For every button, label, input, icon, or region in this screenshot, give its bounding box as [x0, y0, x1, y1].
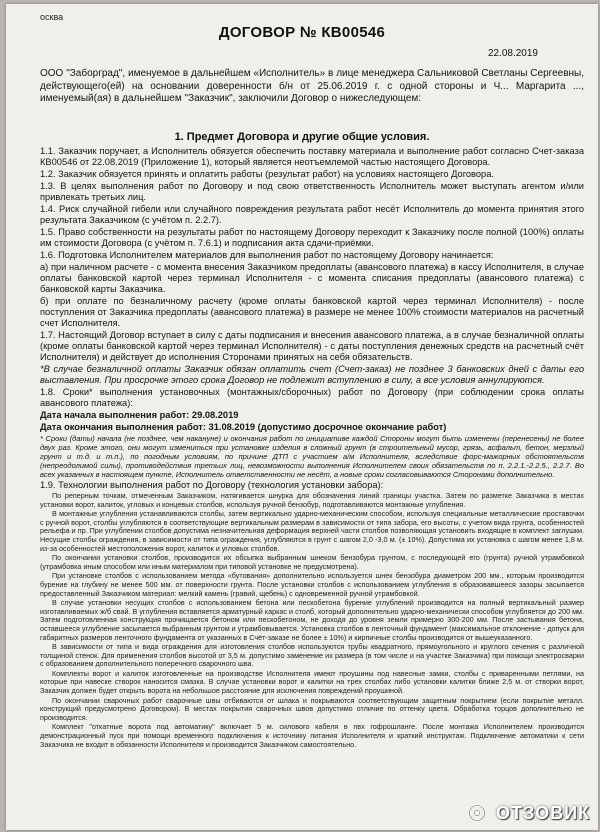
section-1-title: 1. Предмет Договора и другие общие условия. — [174, 131, 430, 143]
tech-paragraph: Комплекты ворот и калиток изготовленные на производстве Исполнителя имеют проушины под навесные замки, столбы с приваренными петлями, на которые при навеске створок наносится смазка. В случае установки ворот и калитки на трех столбах либо установки калитки ближе 2,5 м. от створки ворот, Заказчик должен будет открыть ворота на небольшое расстояние для исключения повреждений проушиной. — [40, 668, 584, 696]
document-title: ДОГОВОР № КВ00546 — [218, 24, 386, 41]
clause-1-8: 1.8. Сроки* выполнения установочных (монтажных/сборочных) работ по Договору (при соблюдении срока оплаты авансового платежа): — [40, 387, 584, 408]
clause-1-4: 1.4. Риск случайной гибели или случайного повреждения результата работ несёт Исполнитель до момента принятия этого результата Заказчиком (с учётом п. 2.2.7). — [40, 204, 584, 225]
contract-body — [40, 146, 584, 750]
contract-page — [6, 4, 598, 830]
work-start-date: Дата начала выполнения работ: 29.08.2019 — [40, 410, 239, 420]
tech-paragraph: При установке столбов с использованием метода «бутования» дополнительно используется шнек бензобура диаметром 200 мм., которым производится бурение на глубину не менее 500 мм. от поверхности грунта. После установки столбов с использованием углубления в образовавшееся зазоры засыпается предоставленный Заказчиком материал: мелкий камень (гравий, щебень) с одновременной ручной утрамбовкой. — [40, 571, 584, 598]
clause-1-6: 1.6. Подготовка Исполнителем материалов для выполнения работ по настоящему Договору начинается: — [40, 250, 494, 260]
tech-paragraph: В зависимости от типа и вида ограждения для изготовления столбов используются трубы квадратного, прямоугольного и круглого сечения с различной толщиной стенок. Для применения столбов высотой от 3,5 м. допустимо заменение их размера (в том числе и на участке Заказчика) при помощи электросварки с образованием дополнительного поперечного сварочного шва. — [40, 642, 584, 669]
tech-paragraph: В монтажные углубления устанавливаются столбы, затем вертикально ударно-механическим способом, используя специальные металлические проставочки с ручной ворот, столбы углубляются в соответствующие вертикальным размерам в зависимости от типа забора, его высоты, с учетом вида грунта, особенностей рельефа и пр. При углублении столбов допустима незначительная деформация верхней части столбов позволяющая установить входящие в комплект заглушки. Несущие столбы ограждения, в зависимости от типа ограждения, углубляются в грунт с шагом 2,0 -3,0 м. (± 10%). Допустима их установка с шагом менее 1,8 м. из-за особенностей местоположения ворот, калиток и угловых столбов. — [40, 509, 584, 553]
tech-paragraph: В случае установки несущих столбов с использованием бетона или пескобетона бурение углублений производится на полный вертикальный размер изготавливаемых ж/б свай. В углубления вставляется арматурный каркас и столб, который дополнительно ударно-механически способом углубляется до 200 мм. Затем подготовленная конструкция прочищается бетоном или пескобетоном, не доходя до уровня земли примерно 300-200 мм. После застывания бетона, оставшееся углубление засыпается выбранным грунтом и утрамбовывается. Установка столбов в ленточный фундамент (максимальное отклонение - допуск для габаритных размеров ленточного фундамента от указанных в Счёт-заказе не более ± 10%) и кирпичные столбы производится от вышеуказанного. — [40, 598, 584, 642]
city-label: осква — [40, 12, 64, 22]
clause-1-2: 1.2. Заказчик обязуется принять и оплатить работы (результат работ) на условиях настоящего Договора. — [40, 169, 494, 179]
tech-paragraph: Комплект "откатные ворота под автоматику" включает 5 м. силового кабеля в пвх гофрошланге. После монтажа Исполнителем производится демонстрационный пуск при помощи временного подключения к источнику питания Исполнителя и краткий инструктаж. Подключение автоматики к сети Заказчика не входит в обязанности Исполнителя и производится Заказчиком самостоятельно. — [40, 722, 584, 749]
tech-paragraph: По окончании сварочных работ сварочные швы отбиваются от шлака и покрываются соответствующим защитным покрытием (если покрытие металл. конструкций предусмотрено Договором). В местах покрытия сварочных швов допустимо отличие по оттенку цвета. Обработка торцов дополнительно не производится. — [40, 695, 584, 722]
clause-1-5: 1.5. Право собственности на результаты работ по настоящему Договору переходит к Заказчику после полной (100%) оплаты им стоимости Договора (с учётом п. 7.6.1) и подписания акта сдачи-приёмки. — [40, 227, 584, 248]
clause-1-6-a: а) при наличном расчете - с момента внесения Заказчиком предоплаты (авансового платежа) в кассу Исполнителя, в случае оплаты банковской картой через терминал Исполнителя - с момента списания предоплаты (авансового платежа) с банковской карты Заказчика. — [40, 262, 584, 294]
otzovik-logo-icon — [468, 804, 486, 822]
document-date: 22.08.2019 — [487, 48, 538, 59]
tech-paragraph: По реперным точкам, отмеченным Заказчиком, натягивается шнурка для обозначения линий границы участка. Затем по разметке Заказчика в местах установки ворот, калиток, угловых и концевых столбов, используя ручной бензобур, подготавливаются монтажные углубления. — [40, 491, 584, 509]
tech-paragraph: По окончании установки столбов, производится их обсыпка выбранным шнеком бензобура грунтом, с последующей его (грунта) ручной утрамбовкой (утрамбовка иным способом или иным материалом при типовой установке не предусмотрена). — [40, 553, 584, 571]
clause-1-3: 1.3. В целях выполнения работ по Договору и под свою ответственность Исполнитель может выступать агентом и/или привлекать третьих лиц. — [40, 181, 584, 202]
clause-1-1: 1.1. Заказчик поручает, а Исполнитель обязуется обеспечить поставку материала и выполнение работ согласно Счет-заказа КВ00546 от 22.08.2019 (Приложение 1), который является неотъемлемой частью настоящего Договора. — [40, 146, 584, 167]
clause-1-7-note: *В случае безналичной оплаты Заказчик обязан оплатить счет (Счет-заказ) не позднее 3 банковских дней с даты его выставления. При просрочке этого срока Договор не подлежит вступлению в силу, а все условия аннулируются. — [40, 364, 584, 385]
clause-1-7: 1.7. Настоящий Договор вступает в силу с даты подписания и внесения авансового платежа, а в случае безналичной оплаты (кроме оплаты банковской картой через терминал Исполнителя) - с даты поступления денежных средств на расчетный счёт Исполнителя) и действует до исполнения Сторонами принятых на себя обязательств. — [40, 330, 584, 362]
watermark-logo: ОТЗОВИК — [496, 803, 590, 823]
terms-footnote: * Сроки (даты) начала (не позднее, чем накануне) и окончания работ по инициативе каждой Стороны могут быть изменены (перенесены) не более двух раз. Кроме этого, они могут измениться при установке изделия в сложный грунт (в строительный мусор, грязь, асфальт, бетон, мерзлый грунт и т.д. и т.п.), по погодным условиям, по причине ДТП с участием а/м Исполнителя, вследствие форс-мажорных обстоятельств (непреодолимой силы), противодействия третьих лиц, невозможности выполнения Исполнителем своих обязательств по п. 2.2.1.-2.2.5., 2.2.7. Во всех указанных в настоящем пункте, Исполнитель ответственности не несёт, а новые сроки согласовываются Сторонами дополнительно. — [40, 434, 584, 479]
clause-1-6-b: б) при оплате по безналичному расчету (кроме оплаты банковской картой через терминал Исполнителя) - после поступления от Заказчика предоплаты (авансового платежа) в размере не менее 100% стоимости материалов на расчетный счет Исполнителя. — [40, 296, 584, 328]
intro-paragraph: ООО "Заборград", именуемое в дальнейшем «Исполнитель» в лице менеджера Сальниковой Светланы Сергеевны, действующего(ей) на основании доверенности б/н от 25.06.2019 г. с одной стороны и Ч... Маргарита ..., именуемый(ая) в дальнейшем "Заказчик", заключили Договор о нижеследующем: — [40, 68, 584, 104]
work-end-date: Дата окончания выполнения работ: 31.08.2019 (допустимо досрочное окончание работ) — [40, 422, 447, 432]
clause-1-9: 1.9. Технологии выполнения работ по Договору (технология установки забора): — [40, 480, 384, 490]
